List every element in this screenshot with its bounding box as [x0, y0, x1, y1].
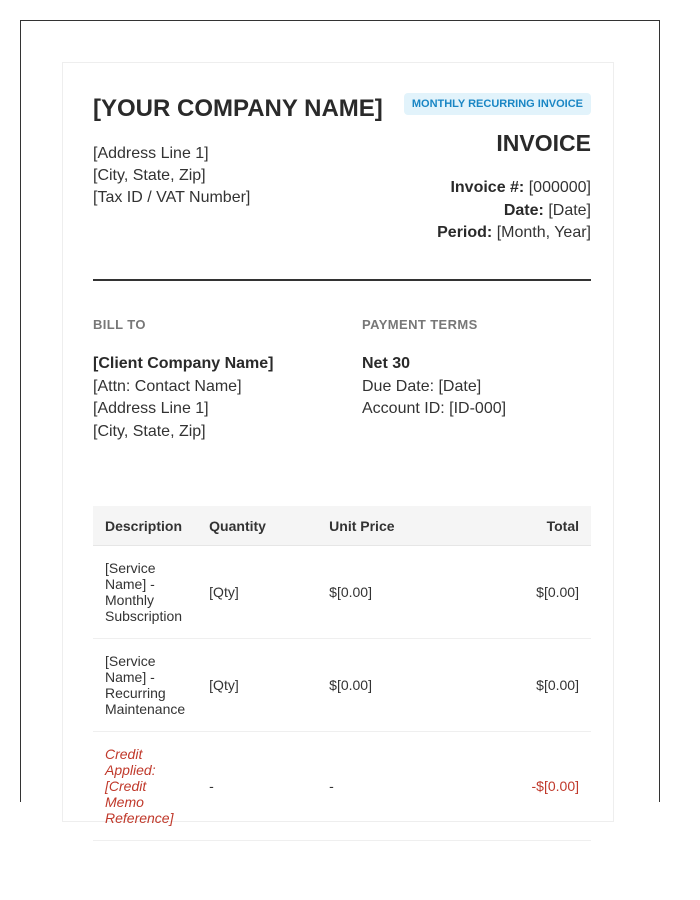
due-date: Due Date: [Date]: [362, 377, 482, 395]
row-quantity: [Qty]: [197, 546, 317, 639]
invoice-number-value: [000000]: [528, 179, 591, 196]
row-description: [Service Name] - Recurring Maintenance: [93, 639, 197, 732]
invoice-date-label: Date:: [503, 201, 544, 219]
invoice-title: INVOICE: [496, 130, 591, 156]
account-id: Account ID: [ID-000]: [362, 400, 507, 417]
client-name: [Client Company Name]: [93, 355, 274, 372]
line-items-table: [93, 506, 591, 841]
header-total: Total: [481, 506, 591, 546]
company-name: [YOUR COMPANY NAME]: [93, 95, 383, 122]
row-unit-price: $[0.00]: [317, 639, 481, 732]
table-row: [93, 639, 591, 732]
invoice-period-value: [Month, Year]: [496, 224, 591, 241]
row-total: $[0.00]: [481, 639, 591, 732]
credit-quantity: -: [197, 732, 317, 841]
client-contact: [Attn: Contact Name]: [93, 377, 242, 395]
company-address-line: [City, State, Zip]: [93, 167, 206, 184]
company-address-line: [Address Line 1]: [93, 145, 209, 162]
invoice-header: [93, 93, 591, 279]
payment-terms-block: [362, 317, 602, 421]
credit-unit-price: -: [317, 732, 481, 841]
row-quantity: [Qty]: [197, 639, 317, 732]
company-tax-id: [Tax ID / VAT Number]: [93, 189, 251, 206]
invoice-number-row: [437, 177, 591, 200]
credit-total: -$[0.00]: [481, 732, 591, 841]
invoice-date-value: [Date]: [548, 201, 591, 219]
company-address: [93, 143, 250, 209]
header-unit-price: Unit Price: [317, 506, 481, 546]
credit-row: [93, 732, 591, 841]
page-frame: [20, 20, 660, 826]
row-total: $[0.00]: [481, 546, 591, 639]
invoice-content: [93, 93, 591, 826]
recurring-badge: MONTHLY RECURRING INVOICE: [404, 93, 591, 115]
invoice-number-label: Invoice #:: [450, 179, 525, 196]
credit-description: Credit Applied: [Credit Memo Reference]: [93, 732, 197, 841]
payment-terms-value: Net 30: [362, 355, 411, 372]
invoice-period-row: [437, 222, 591, 245]
header-divider: [93, 279, 591, 281]
bill-to-block: [93, 317, 333, 443]
row-description: [Service Name] - Monthly Subscription: [93, 546, 197, 639]
table-row: [93, 546, 591, 639]
table-header-row: [93, 506, 591, 546]
client-address-line: [Address Line 1]: [93, 400, 209, 417]
header-description: Description: [93, 506, 197, 546]
payment-terms-label: PAYMENT TERMS: [362, 317, 478, 332]
parties-section: [93, 317, 591, 447]
invoice-sheet: [62, 62, 614, 826]
invoice-period-label: Period:: [437, 224, 493, 241]
bill-to-label: BILL TO: [93, 317, 146, 332]
header-quantity: Quantity: [197, 506, 317, 546]
row-unit-price: $[0.00]: [317, 546, 481, 639]
invoice-date-row: [437, 200, 591, 223]
client-city-line: [City, State, Zip]: [93, 422, 206, 440]
invoice-meta: [437, 177, 591, 245]
